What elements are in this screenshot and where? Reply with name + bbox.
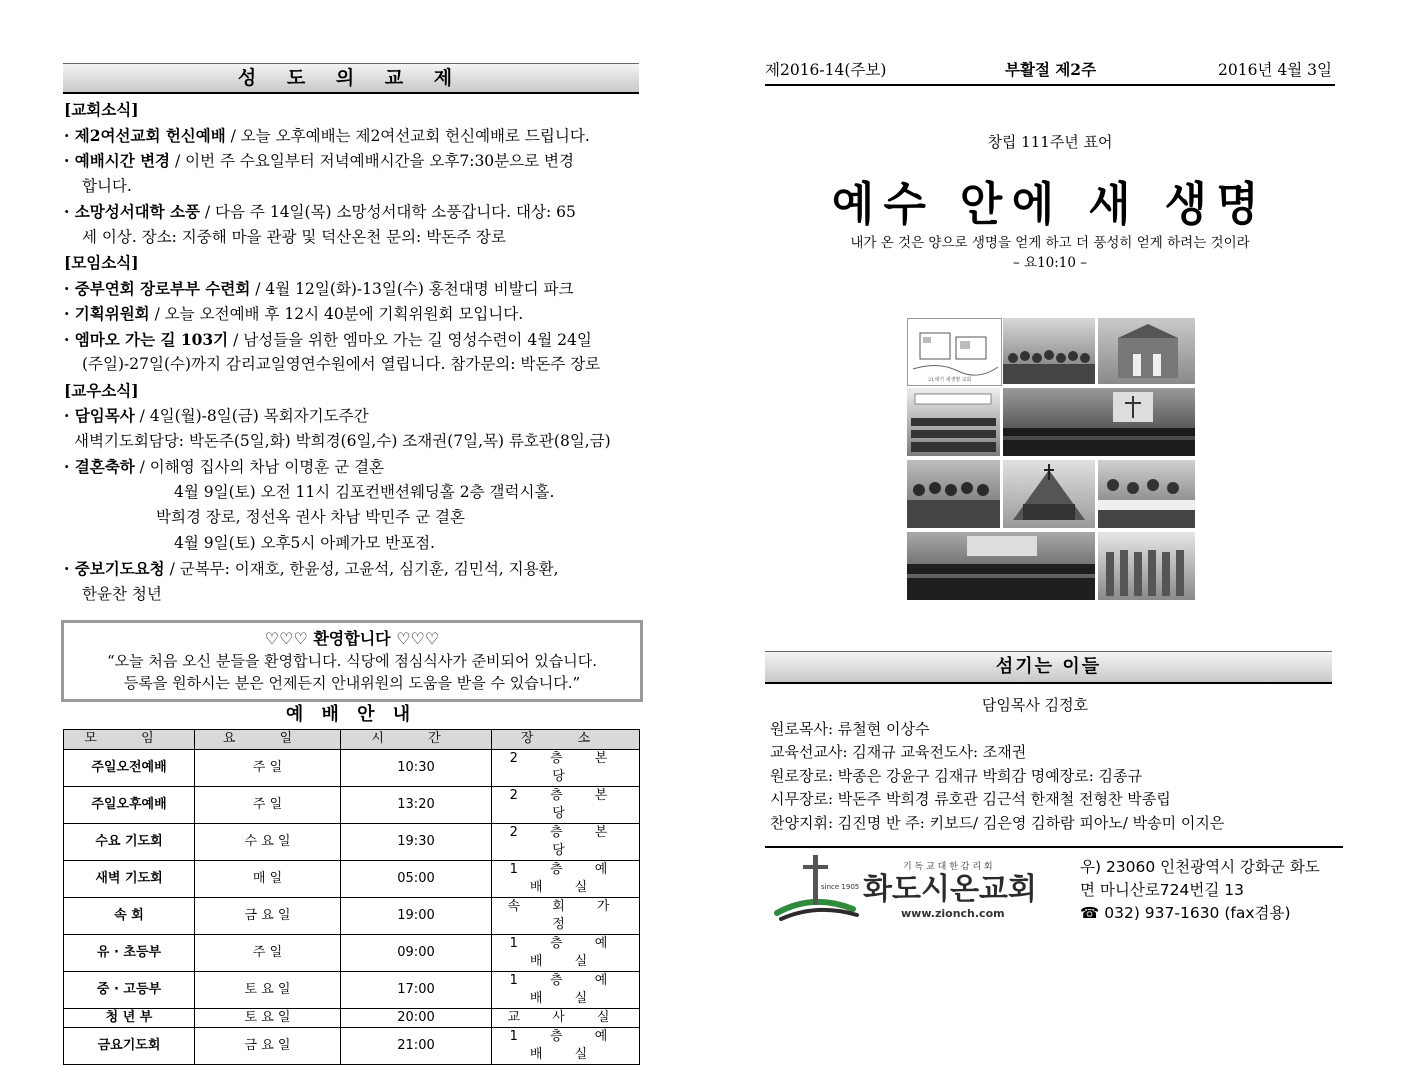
meeting-cell: 속 회 [64,897,195,934]
welcome-box [61,620,643,702]
worship-schedule-table [63,729,640,1065]
welcome-line-1: “오늘 처음 오신 분들을 환영합니다. 식당에 점심식사가 준비되어 있습니다. [106,652,598,670]
time-cell: 20:00 [341,1008,492,1028]
table-row [64,786,640,823]
photo-caption: 21세기 새생명 교회 [928,377,972,383]
news-item-continuation: 새벽기도회담당: 박돈주(5일,화) 박희경(6일,수) 조재권(7일,목) 류호관(8일,금) [74,431,611,450]
place-cell: 2 층 본 당 [492,823,640,860]
table-row [64,860,640,897]
bulletin-date: 2016년 4월 3일 [1218,61,1332,79]
time-cell: 19:00 [341,897,492,934]
verse-reference: – 요10:10 – [1012,255,1088,271]
day-cell: 토 요 일 [195,971,341,1008]
news-item-continuation: 한윤찬 청년 [82,584,162,603]
meeting-cell: 주일오후예배 [64,786,195,823]
table-row [64,1008,640,1028]
logo-church-name: 화도시온교회 [863,872,1037,907]
table-row [64,934,640,971]
place-cell: 2 층 본 당 [492,786,640,823]
table-row [64,897,640,934]
column-header-time: 시 간 [341,730,492,750]
news-item [64,327,644,353]
table-header-row [64,730,640,750]
meeting-cell: 중 · 고등부 [64,971,195,1008]
phone-icon: ☎ [1080,904,1105,922]
worship-guide-title: 예 배 안 내 [285,704,417,725]
meeting-cell: 금요기도회 [64,1028,195,1065]
anniversary-motto-label: 창립 111주년 표어 [987,133,1113,151]
church-building-photo [1003,460,1095,528]
news-item [64,403,644,429]
logo-url: www.zionch.com [901,907,1005,920]
news-item-text: / 오늘 오후예배는 제2여선교회 헌신예배로 드립니다. [225,126,590,145]
news-item-text: / 다음 주 14일(목) 소망성서대학 소풍갑니다. 대상: 65 [199,203,576,221]
news-item-text: / 군복무: 이재호, 한윤성, 고윤석, 심기훈, 김민석, 지용환, [164,560,559,578]
news-item [64,556,644,582]
news-item [64,301,644,327]
church-logo [773,853,1063,923]
news-item-title: · 중부연회 장로부부 수련회 [64,278,251,298]
congregation-photo [907,532,1095,600]
day-cell: 주 일 [195,786,341,823]
header-divider [765,84,1335,86]
bible-verse [765,233,1335,273]
news-item [64,148,644,174]
news-item-continuation: 4월 9일(토) 오전 11시 김포컨밴션웨딩홀 2층 갤럭시홀. [174,482,555,501]
meeting-cell: 유 · 초등부 [64,934,195,971]
time-cell: 10:30 [341,749,492,786]
table-row [64,1028,640,1065]
news-item [64,276,644,302]
church-photo-collage [907,318,1195,600]
news-item-continuation: 4월 9일(토) 오후5시 아폐가모 반포점. [174,533,435,552]
time-cell: 21:00 [341,1028,492,1065]
news-item-text: / 4일(월)-8일(금) 목회자기도주간 [134,407,369,425]
time-cell: 19:30 [341,823,492,860]
column-header-meeting: 모 임 [64,730,195,750]
news-item-continuation: 합니다. [82,176,132,195]
news-item-text: / 4월 12일(화)-13일(수) 홍천대명 비발디 파크 [250,279,574,298]
logo-since: since 1905 [821,883,860,891]
servants-line: 찬양지휘: 김진명 반 주: 키보드/ 김은영 김하람 피아노/ 박송미 이지은 [770,813,1225,832]
meeting-cell: 주일오전예배 [64,749,195,786]
day-cell: 금 요 일 [195,1028,341,1065]
news-category: [모임소식] [64,253,139,272]
building-photo-1 [1098,318,1195,384]
place-cell: 속 회 가 정 [492,897,640,934]
day-cell: 매 일 [195,860,341,897]
news-item-text: / 이번 주 수요일부터 저녁예배시간을 오후7:30분으로 변경 [170,152,574,170]
news-item-title: · 중보기도요청 [64,559,165,578]
hanbok-choir-photo [1098,532,1195,600]
table-row [64,823,640,860]
day-cell: 금 요 일 [195,897,341,934]
news-item [64,199,644,225]
servants-section-title: 섬기는 이들 [765,651,1332,684]
news-item [64,454,644,480]
meeting-cell: 새벽 기도회 [64,860,195,897]
place-cell: 1 층 예 배 실 [492,1028,640,1065]
address-line-2: 면 마니산로724번길 13 [1080,881,1244,899]
welcome-title: ♡♡♡ 환영합니다 ♡♡♡ [264,629,440,648]
day-cell: 주 일 [195,749,341,786]
sketch-photo [907,318,1002,386]
phone-number: 032) 937-1630 (fax겸용) [1104,904,1291,922]
phone-line [1080,902,1320,925]
servants-line: 원로장로: 박종은 강윤구 김재규 박희감 명예장로: 김종규 [770,766,1142,785]
servants-line: 교육선교사: 김재규 교육전도사: 조재권 [770,743,1027,761]
place-cell: 1 층 예 배 실 [492,934,640,971]
news-item-title: · 엠마오 가는 길 103기 [64,329,229,349]
logo-denomination: 기 독 교 대 한 감 리 회 [903,862,993,872]
table-row [64,749,640,786]
day-cell: 수 요 일 [195,823,341,860]
news-item-title: · 예배시간 변경 [64,151,171,170]
meeting-cell: 수요 기도회 [64,823,195,860]
column-header-place: 장 소 [492,730,640,750]
church-motto: 예수 안에 새 생명 [831,177,1269,231]
news-item-title: · 기획위원회 [64,304,150,323]
news-item-title: · 제2여선교회 헌신예배 [64,125,226,145]
time-cell: 05:00 [341,860,492,897]
outdoor-group-photo [907,460,1000,528]
place-cell: 2 층 본 당 [492,749,640,786]
time-cell: 17:00 [341,971,492,1008]
church-news-list [64,97,644,607]
issue-number: 제2016-14(주보) [765,61,887,79]
news-item-continuation: 박희경 장로, 정선옥 권사 차남 박민주 군 결혼 [156,508,465,526]
table-row [64,971,640,1008]
place-cell: 1 층 예 배 실 [492,860,640,897]
time-cell: 09:00 [341,934,492,971]
day-cell: 토 요 일 [195,1008,341,1028]
fellowship-section-title: 성 도 의 교 제 [63,63,639,94]
choir-photo [907,388,1000,456]
news-item [64,123,644,149]
servants-line: 원로목사: 류철현 이상수 [770,719,930,738]
news-item-text: / 남성들을 위한 엠마오 가는 길 영성수련이 4월 24일 [228,330,592,349]
news-item-text: / 오늘 오전예배 후 12시 40분에 기획위원회 모입니다. [149,305,524,323]
news-item-text: / 이해영 집사의 차남 이명훈 군 결혼 [134,458,385,476]
address-line-1: 우) 23060 인천광역시 강화군 화도 [1080,858,1320,876]
news-item-title: · 담임목사 [64,406,135,425]
group-photo-1 [1003,318,1095,384]
place-cell: 1 층 예 배 실 [492,971,640,1008]
welcome-line-2: 등록을 원하시는 분은 언제든지 안내위원의 도움을 받을 수 있습니다.” [123,674,581,692]
news-item-continuation: 세 이상. 장소: 지중해 마을 관광 및 덕산온천 문의: 박돈주 장로 [82,227,506,246]
verse-text: 내가 온 것은 양으로 생명을 얻게 하고 더 풍성히 얻게 하려는 것이라 [850,235,1250,251]
servants-line: 시무장로: 박돈주 박희경 류호관 김근석 한재철 전형찬 박종립 [770,790,1171,808]
fellowship-meal-photo [1098,460,1195,528]
meeting-cell: 청 년 부 [64,1008,195,1028]
footer-divider [765,846,1343,848]
senior-pastor: 담임목사 김정호 [981,696,1089,714]
news-item-title: · 소망성서대학 소풍 [64,202,200,221]
news-item-title: · 결혼축하 [64,457,135,476]
news-category: [교회소식] [64,100,139,119]
church-address [1080,856,1320,925]
servants-list [770,694,1340,835]
place-cell: 교 사 실 [492,1008,640,1028]
day-cell: 주 일 [195,934,341,971]
sanctuary-photo [1003,388,1195,456]
liturgical-week: 부활절 제2주 [1005,60,1097,79]
news-category: [교우소식] [64,380,139,400]
time-cell: 13:20 [341,786,492,823]
news-item-continuation: (주일)-27일(수)까지 감리교일영연수원에서 열립니다. 참가문의: 박돈주 장로 [82,355,601,373]
column-header-day: 요 일 [195,730,341,750]
